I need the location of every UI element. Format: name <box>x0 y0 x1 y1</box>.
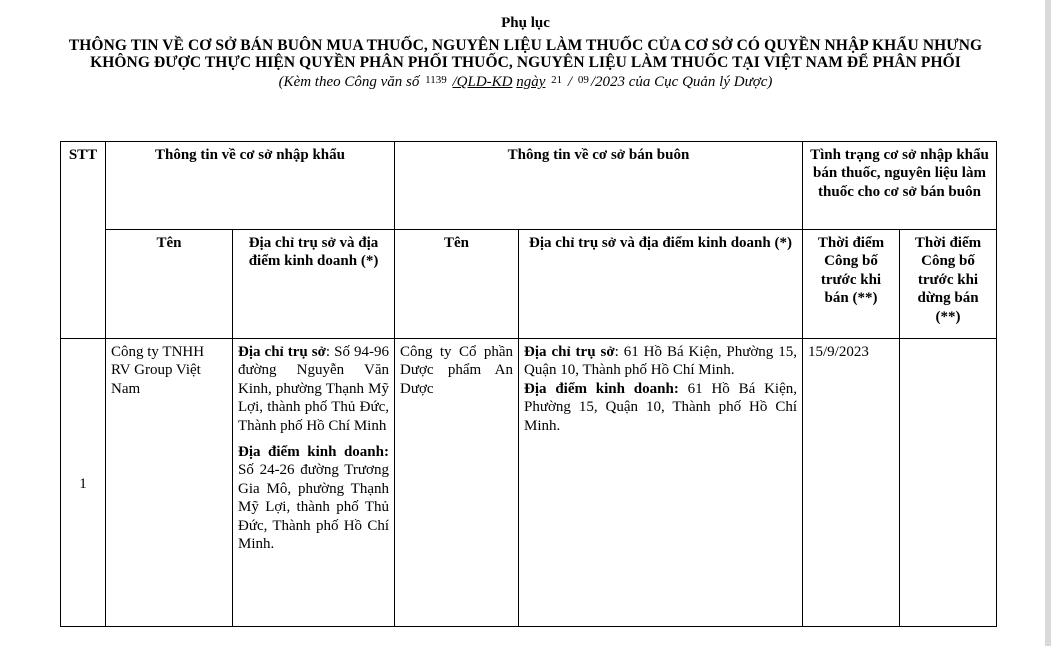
col-importer-name-header: Tên <box>106 230 233 339</box>
col-status-header: Tình trạng cơ sở nhập khẩu bán thuốc, nguyên liệu làm thuốc cho cơ sở bán buôn <box>803 142 997 230</box>
date-separator: / <box>567 74 573 90</box>
document-title: THÔNG TIN VỀ CƠ SỞ BÁN BUÔN MUA THUỐC, NGUYÊN LIỆU LÀM THUỐC CỦA CƠ SỞ CÓ QUYỀN NHẬP KHẨU NHƯNG KHÔNG ĐƯỢC THỰC HIỆN QUYỀN PHÂN PHỐI THUỐC, NGUYÊN LIỆU LÀM THUỐC TẠI VIỆT NAM ĐỂ PHÂN PHỐI <box>68 37 983 71</box>
importer-biz-label: Địa điểm kinh doanh: <box>238 444 389 461</box>
row-wholesaler-address <box>519 339 803 627</box>
doc-code: /QLD-KD <box>452 74 513 90</box>
row-wholesaler-name: Công ty Cổ phần Dược phẩm An Dược <box>395 339 519 627</box>
col-importer-header: Thông tin về cơ sở nhập khẩu <box>106 142 395 230</box>
importer-biz <box>238 443 389 553</box>
col-wholesaler-address-header: Địa chỉ trụ sở và địa điểm kinh doanh (*) <box>519 230 803 339</box>
col-wholesaler-header: Thông tin về cơ sở bán buôn <box>395 142 803 230</box>
wholesaler-biz <box>524 380 797 435</box>
importer-hq-value: : Số 94-96 đường Nguyễn Văn Kinh, phường Thạnh Mỹ Lợi, thành phố Thủ Đức, Thành phố Hồ Chí Minh <box>238 344 389 434</box>
table-row <box>61 339 997 627</box>
doc-day: 21 <box>551 74 563 86</box>
date-word: ngày <box>516 74 546 90</box>
importer-biz-value: Số 24-26 đường Trương Gia Mô, phường Thạnh Mỹ Lợi, thành phố Thủ Đức, Thành phố Hồ Chí Minh. <box>238 462 389 553</box>
wholesaler-hq-label: Địa chỉ trụ sở <box>524 344 615 360</box>
distribution-table <box>60 141 997 627</box>
doc-number: 1139 <box>425 74 447 86</box>
wholesaler-hq <box>524 343 797 380</box>
row-stt: 1 <box>61 339 106 627</box>
wholesaler-hq-value: : 61 Hồ Bá Kiện, Phường 15, Quận 10, Thành phố Hồ Chí Minh. <box>524 344 797 379</box>
document-subtitle <box>0 73 1051 92</box>
col-wholesaler-name-header: Tên <box>395 230 519 339</box>
row-time-sell: 15/9/2023 <box>803 339 900 627</box>
document-header <box>0 14 1051 92</box>
row-importer-address <box>233 339 395 627</box>
wholesaler-biz-label: Địa điểm kinh doanh: <box>524 380 679 397</box>
row-importer-name: Công ty TNHH RV Group Việt Nam <box>106 339 233 627</box>
col-stt-header: STT <box>61 142 106 339</box>
col-time-stop-header: Thời điểm Công bố trước khi dừng bán (**) <box>900 230 997 339</box>
wholesaler-biz-value: 61 Hồ Bá Kiện, Phường 15, Quận 10, Thành phố Hồ Chí Minh. <box>524 380 797 434</box>
subtitle-prefix: (Kèm theo Công văn số <box>278 74 420 90</box>
header-row-1 <box>61 142 997 230</box>
appendix-label: Phụ lục <box>501 15 550 31</box>
col-time-sell-header: Thời điểm Công bố trước khi bán (**) <box>803 230 900 339</box>
importer-hq-label: Địa chỉ trụ sở <box>238 344 326 360</box>
row-time-stop <box>900 339 997 627</box>
col-importer-address-header: Địa chỉ trụ sở và địa điểm kinh doanh (*) <box>233 230 395 339</box>
doc-year-issuer: /2023 của Cục Quản lý Dược) <box>590 74 773 90</box>
page-edge-divider <box>1045 0 1051 646</box>
importer-hq <box>238 343 389 435</box>
doc-month: 09 <box>577 74 589 86</box>
header-row-2 <box>61 230 997 339</box>
